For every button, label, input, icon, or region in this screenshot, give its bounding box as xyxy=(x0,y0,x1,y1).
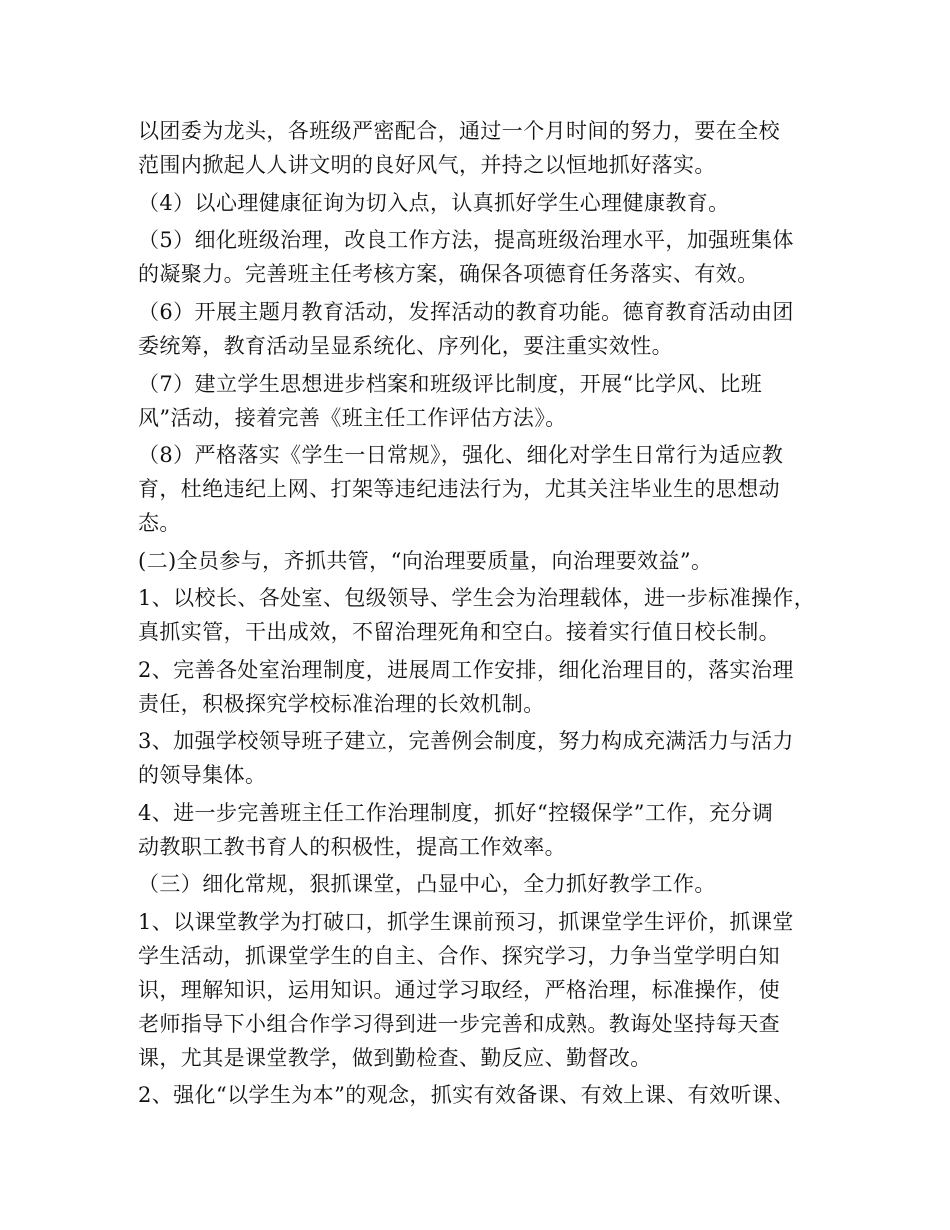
text-line: （8）严格落实《学生一日常规》，强化、细化对学生日常行为适应教 xyxy=(138,443,784,467)
text-line: 1、以课堂教学为打破口，抓学生课前预习，抓课堂学生评价，抓课堂 xyxy=(138,910,794,934)
text-line: (二)全员参与，齐抓共管，“向治理要质量，向治理要效益”。 xyxy=(138,549,713,573)
text-line: 识，理解知识，运用知识。通过学习取经，严格治理，标准操作，使 xyxy=(138,978,780,1002)
text-line: （4）以心理健康征询为切入点，认真抓好学生心理健康教育。 xyxy=(138,191,730,215)
text-line: 学生活动，抓课堂学生的自主、合作、探究学习，力争当堂学明白知 xyxy=(138,944,780,968)
text-line: （6）开展主题月教育活动，发挥活动的教育功能。德育教育活动由团 xyxy=(138,300,794,324)
text-line: 课，尤其是课堂教学，做到勤检查、勤反应、勤督改。 xyxy=(138,1046,652,1070)
text-line: （三）细化常规，狠抓课堂，凸显中心，全力抓好教学工作。 xyxy=(138,872,716,896)
text-line: 的领导集体。 xyxy=(138,763,267,787)
text-line: 的凝聚力。完善班主任考核方案，确保各项德育任务落实、有效。 xyxy=(138,262,759,286)
text-line: 2、完善各处室治理制度，进展周工作安排，细化治理目的，落实治理 xyxy=(138,658,794,682)
text-line: 态。 xyxy=(138,511,181,535)
text-line: 委统筹，教育活动呈显系统化、序列化，要注重实效性。 xyxy=(138,334,673,358)
text-line: 责任，积极探究学校标准治理的长效机制。 xyxy=(138,692,545,716)
text-line: （7）建立学生思想进步档案和班级评比制度，开展“比学风、比班 xyxy=(138,372,763,396)
text-line: 2、强化“以学生为本”的观念，抓实有效备课、有效上课、有效听课、 xyxy=(138,1083,795,1107)
text-line: 3、加强学校领导班子建立，完善例会制度，努力构成充满活力与活力 xyxy=(138,729,794,753)
text-line: 风”活动，接着完善《班主任工作评估方法》。 xyxy=(138,406,567,430)
text-line: 以团委为龙头，各班级严密配合，通过一个月时间的努力，要在全校 xyxy=(138,119,780,143)
text-line: 1、以校长、各处室、包级领导、学生会为治理载体，进一步标准操作， xyxy=(138,586,816,610)
text-line: 老师指导下小组合作学习得到进一步完善和成熟。教诲处坚持每天查 xyxy=(138,1012,780,1036)
text-line: 4、进一步完善班主任工作治理制度，抓好“控辍保学”工作，充分调 xyxy=(138,801,774,825)
text-line: 动教职工教书育人的积极性，提高工作效率。 xyxy=(138,835,566,859)
text-line: 范围内掀起人人讲文明的良好风气，并持之以恒地抓好落实。 xyxy=(138,153,716,177)
text-line: 真抓实管，干出成效，不留治理死角和空白。接着实行值日校长制。 xyxy=(138,620,780,644)
text-line: （5）细化班级治理，改良工作方法，提高班级治理水平，加强班集体 xyxy=(138,228,794,252)
text-line: 育，杜绝违纪上网、打架等违纪违法行为，尤其关注毕业生的思想动 xyxy=(138,477,780,501)
